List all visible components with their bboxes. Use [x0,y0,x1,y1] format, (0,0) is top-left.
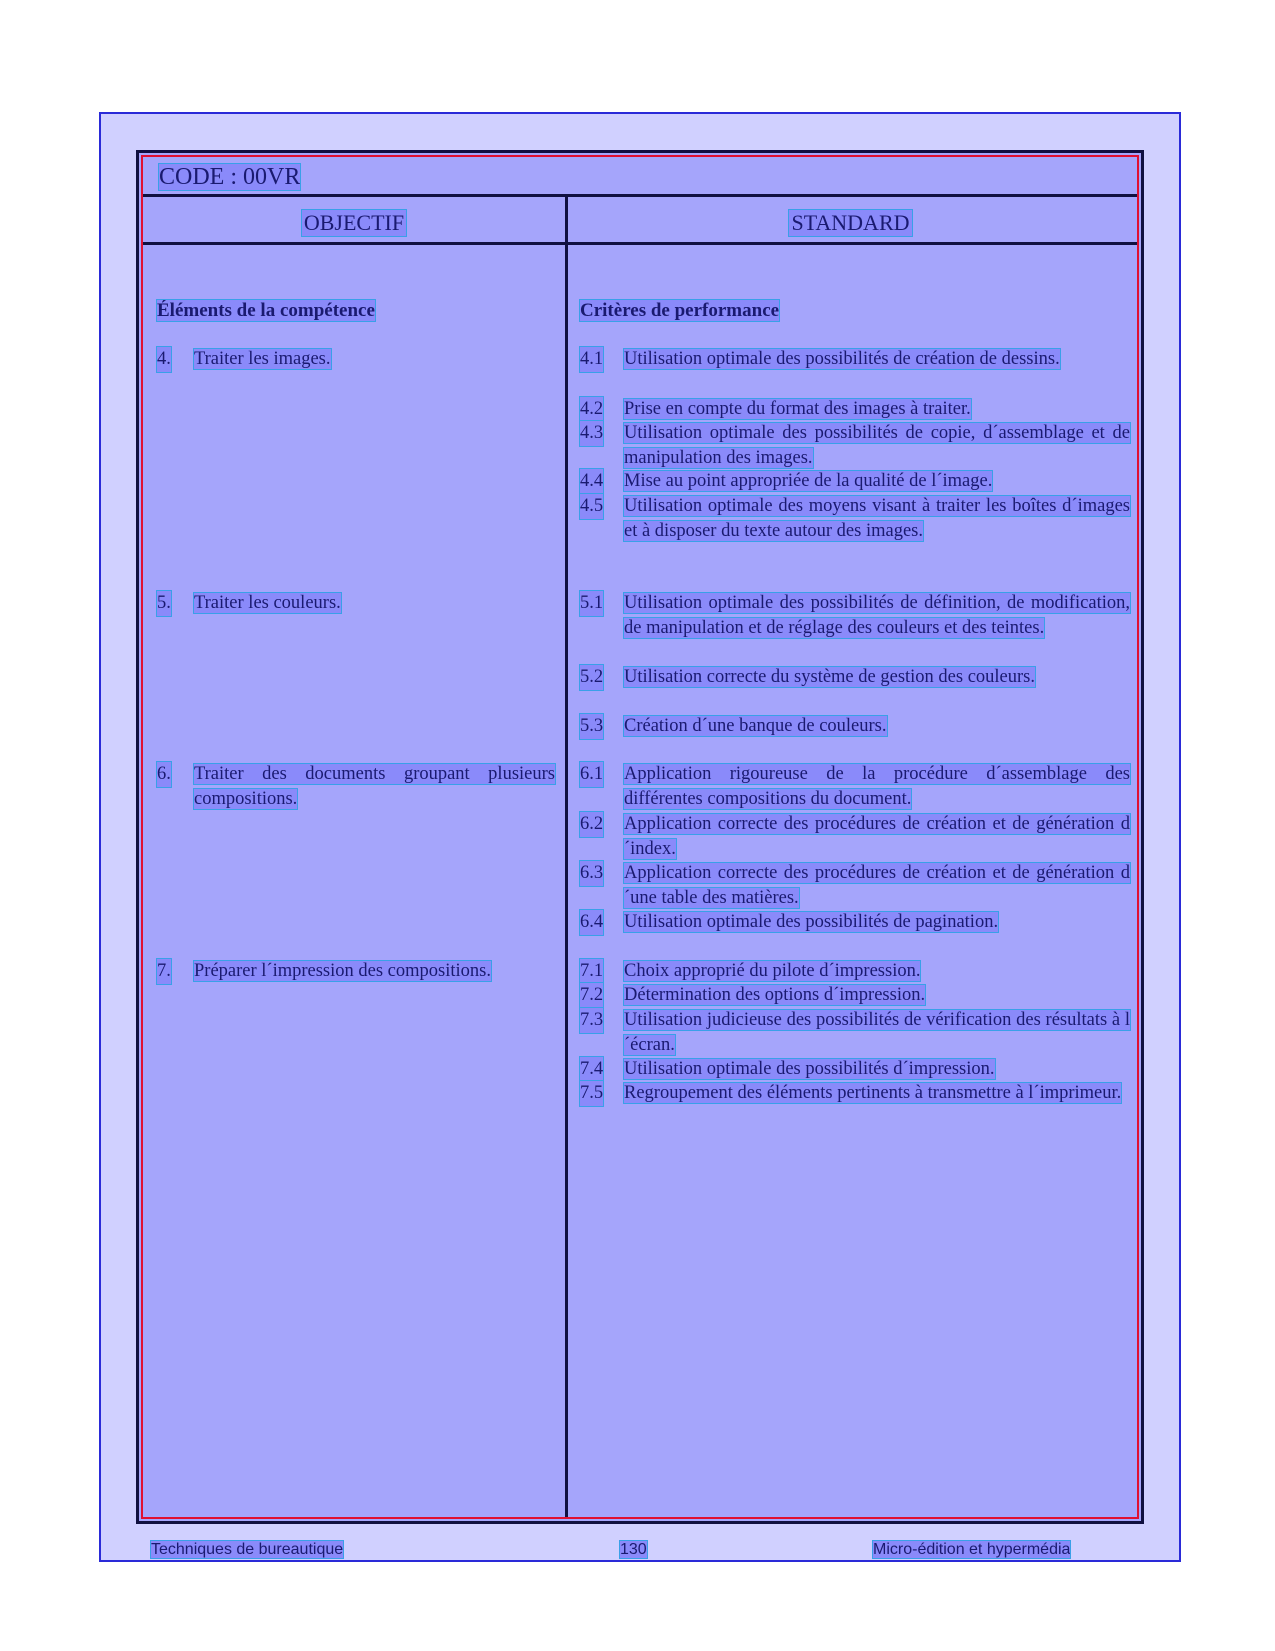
criterion-item: 4.4 Mise au point appropriée de la qualité de l´image. [580,469,1130,494]
header-objectif-text: OBJECTIF [303,210,405,235]
criterion-item: 7.2 Détermination des options d´impression. [580,983,1130,1008]
footer-right: Micro-édition et hypermédia [873,1541,1071,1558]
column-divider [565,197,568,1517]
criterion-item: 4.5 Utilisation optimale des moyens visant à traiter les boîtes d´images et à disposer du texte autour des images. [580,496,1130,541]
subhead-criteres: Critères de performance [580,300,780,321]
criterion-item: 5.2 Utilisation correcte du système de gestion des couleurs. [580,665,1130,690]
header-standard [568,210,1133,236]
element-item: 6. Traiter des documents groupant plusieurs compositions. [157,764,555,809]
header-standard-text: STANDARD [791,210,910,235]
criterion-item: 6.1 Application rigoureuse de la procédure d´assemblage des différentes compositions du document. [580,764,1130,809]
table-inner-border [141,155,1139,1519]
divider-below-code [143,194,1137,197]
criterion-item: 7.3 Utilisation judicieuse des possibilités de vérification des résultats à l´écran. [580,1010,1130,1055]
subhead-elements: Éléments de la compétence [157,300,375,321]
code-label [159,163,300,191]
footer-page-number: 130 [620,1541,647,1558]
criterion-item: 7.4 Utilisation optimale des possibilités d´impression. [580,1057,1130,1082]
element-item: 4. Traiter les images. [157,347,555,372]
criterion-item: 6.4 Utilisation optimale des possibilités de pagination. [580,910,1130,935]
criterion-item: 6.3 Application correcte des procédures de création et de génération d´une table des matières. [580,863,1130,908]
header-objectif [143,210,565,236]
criterion-item: 4.3 Utilisation optimale des possibilités de copie, d´assemblage et de manipulation des images. [580,423,1130,468]
criterion-item: 6.2 Application correcte des procédures de création et de génération d´index. [580,814,1130,859]
divider-below-headers [143,242,1137,245]
footer-left: Techniques de bureautique [151,1541,344,1558]
criterion-item: 5.3 Création d´une banque de couleurs. [580,714,1130,739]
criterion-item: 4.1 Utilisation optimale des possibilités de création de dessins. [580,347,1130,372]
code-text: CODE : 00VR [159,164,301,190]
criterion-item: 4.2 Prise en compte du format des images à traiter. [580,397,1130,422]
criterion-item: 7.5 Regroupement des éléments pertinents à transmettre à l´imprimeur. [580,1081,1130,1106]
competence-table [136,150,1144,1524]
element-item: 7. Préparer l´impression des compositions. [157,959,555,984]
element-item: 5. Traiter les couleurs. [157,591,555,616]
criterion-item: 5.1 Utilisation optimale des possibilités de définition, de modification, de manipulation et de réglage des couleurs et des teintes. [580,593,1130,638]
criterion-item: 7.1 Choix approprié du pilote d´impression. [580,959,1130,984]
